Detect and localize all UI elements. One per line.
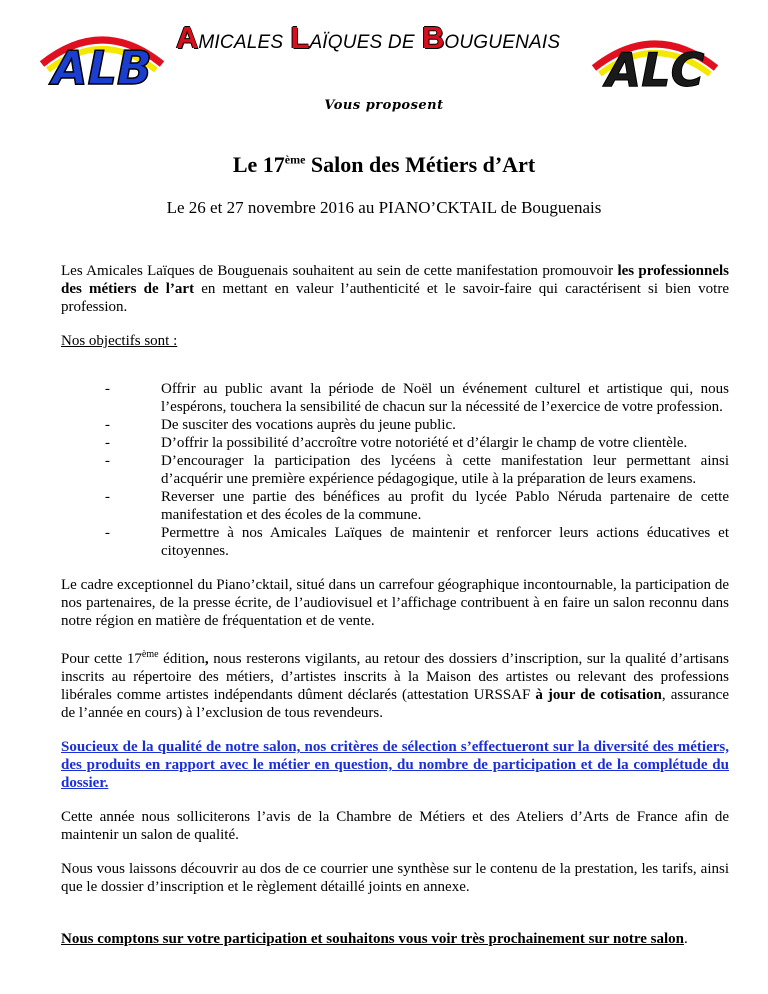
org-word-3: BOUGUENAIS (422, 20, 561, 55)
intro-paragraph: Les Amicales Laïques de Bouguenais souhaitent au sein de cette manifestation promouvoir les professionnels des métiers de l’art en mettant en valeur l’authenticité et le savoir-faire qui caractérisent si bien votre profession. (61, 263, 730, 315)
page-title: Le 17ème Salon des Métiers d’Art (232, 152, 536, 177)
org-word-2: LAÏQUES DE (290, 20, 415, 55)
cadre-paragraph: Le cadre exceptionnel du Piano’cktail, situé dans un carrefour géographique incontournable, la participation de nos partenaires, de la presse écrite, de l’audiovisuel et l’affichage contribuent à en faire un salon reconnu dans notre région en matière de fréquentation et de vente. (61, 577, 729, 629)
list-item: - Permettre à nos Amicales Laïques de maintenir et renforcer leurs actions éducatives et citoyennes. (105, 525, 729, 559)
closing-paragraph: Nous comptons sur votre participation et souhaitons vous voir très prochainement sur notre salon. (61, 931, 688, 947)
vous-proposent: Vous proposent (324, 98, 444, 113)
list-item: - D’encourager la participation des lycéens à cette manifestation leur permettant ainsi d’acquérir une première expérience pédagogique, utile à la préparation de leurs examens. (105, 453, 729, 487)
list-item: - D’offrir la possibilité d’accroître votre notoriété et d’élargir le champ de votre clientèle. (105, 435, 688, 451)
list-item: - Offrir au public avant la période de Noël un événement culturel et artistique qui, nous l’espérons, touchera la sensibilité de chacun sur la nécessité de l’exercice de votre profession. (105, 381, 729, 415)
objectives-heading: Nos objectifs sont : (61, 333, 178, 349)
selection-criteria: Soucieux de la qualité de notre salon, nos critères de sélection s’effectueront sur la diversité des métiers, des produits en rapport avec le métier en question, du nombre de participation et de la complétude du dossier. (61, 739, 729, 791)
list-item: - Reverser une partie des bénéfices au profit du lycée Pablo Néruda partenaire de cette manifestation et des écoles de la commune. (105, 489, 729, 523)
synthese-paragraph: Nous vous laissons découvrir au dos de ce courrier une synthèse sur le contenu de la prestation, les tarifs, ainsi que le dossier d’inscription et le règlement détaillé joints en annexe. (61, 861, 729, 895)
objectives-list (61, 380, 729, 560)
alb-logo-text: ALB (52, 41, 152, 92)
event-dates: Le 26 et 27 novembre 2016 au PIANO’CKTAIL de Bouguenais (166, 198, 602, 217)
org-word-1: AMICALES (176, 20, 284, 55)
chambre-paragraph: Cette année nous solliciterons l’avis de la Chambre de Métiers et des Ateliers d’Arts de France afin de maintenir un salon de qualité. (61, 809, 729, 843)
edition-paragraph: Pour cette 17ème édition, nous resterons vigilants, au retour des dossiers d’inscription, sur la qualité d’artisans inscrits au répertoire des métiers, d’artistes inscrits à la Maison des artistes ou relevant des professions libérales comme artistes indépendants dûment déclarés (attestation URSSAF à jour de cotisation, assurance de l’année en cours) à l’exclusion de tous revendeurs. (61, 649, 729, 721)
list-item: - De susciter des vocations auprès du jeune public. (105, 417, 456, 433)
alc-logo (590, 24, 720, 94)
organisation-title (176, 22, 606, 62)
alb-logo (38, 22, 166, 92)
alc-logo-text: ALC (605, 43, 705, 94)
letter-body (61, 262, 729, 964)
